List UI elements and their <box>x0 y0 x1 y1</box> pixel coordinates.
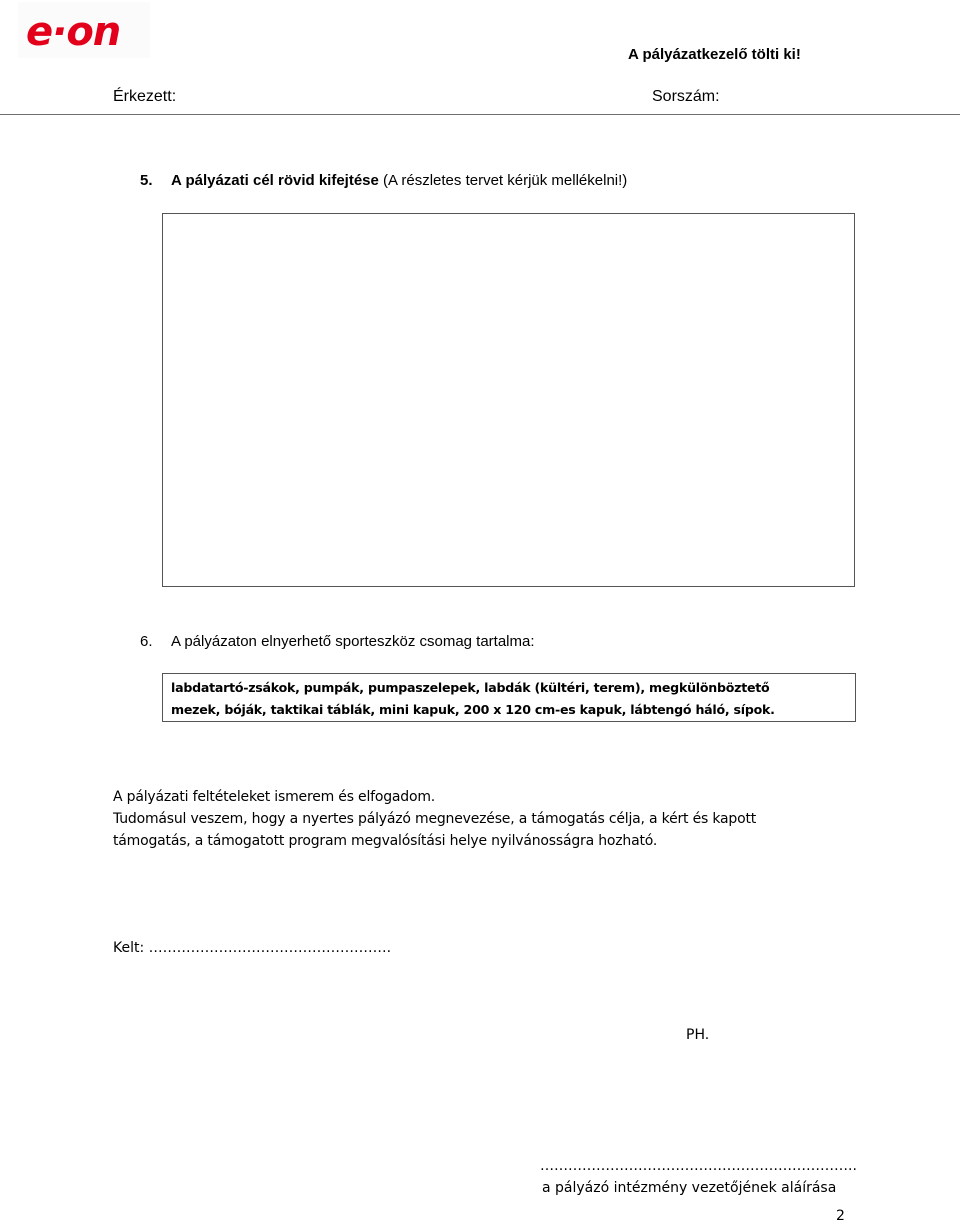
declaration-line-1: A pályázati feltételeket ismerem és elfogadom. <box>113 789 436 805</box>
equipment-line-1: labdatartó-zsákok, pumpák, pumpaszelepek, labdák (kültéri, terem), megkülönböztető <box>171 680 770 695</box>
serial-label: Sorszám: <box>652 88 720 105</box>
equipment-line-2: mezek, bóják, taktikai táblák, mini kapuk, 200 x 120 cm-es kapuk, lábtengó háló, sípok. <box>171 702 775 717</box>
section6-title: A pályázaton elnyerhető sporteszköz csomag tartalma: <box>171 633 535 650</box>
date-field[interactable]: Kelt: ……………………………………………. <box>113 940 392 956</box>
eon-logo-mark <box>18 2 150 58</box>
header-divider <box>0 114 960 115</box>
eon-logo <box>18 2 150 58</box>
signature-line[interactable]: ………………………………………………………….. <box>540 1158 857 1174</box>
section5-number: 5. <box>140 172 153 189</box>
equipment-package-box <box>162 673 856 722</box>
section6-number: 6. <box>140 633 153 650</box>
stamp-placeholder: PH. <box>686 1027 710 1043</box>
logo-text: e·on <box>26 9 121 55</box>
admin-note: A pályázatkezelő tölti ki! <box>628 46 801 63</box>
section5-heading <box>140 172 627 190</box>
arrived-label: Érkezett: <box>113 88 177 105</box>
goal-description-box[interactable] <box>162 213 855 587</box>
section5-title-rest: (A részletes tervet kérjük mellékelni!) <box>378 172 628 189</box>
declaration-text <box>113 786 813 852</box>
section5-title-bold: A pályázati cél rövid kifejtése <box>171 172 379 189</box>
declaration-line-2: Tudomásul veszem, hogy a nyertes pályázó megnevezése, a támogatás célja, a kért és kapott <box>113 811 757 827</box>
page-number: 2 <box>836 1208 845 1224</box>
signature-label: a pályázó intézmény vezetőjének aláírása <box>542 1180 837 1196</box>
declaration-line-3: támogatás, a támogatott program megvalósítási helye nyilvánosságra hozható. <box>113 833 658 849</box>
section6-heading <box>140 633 535 650</box>
